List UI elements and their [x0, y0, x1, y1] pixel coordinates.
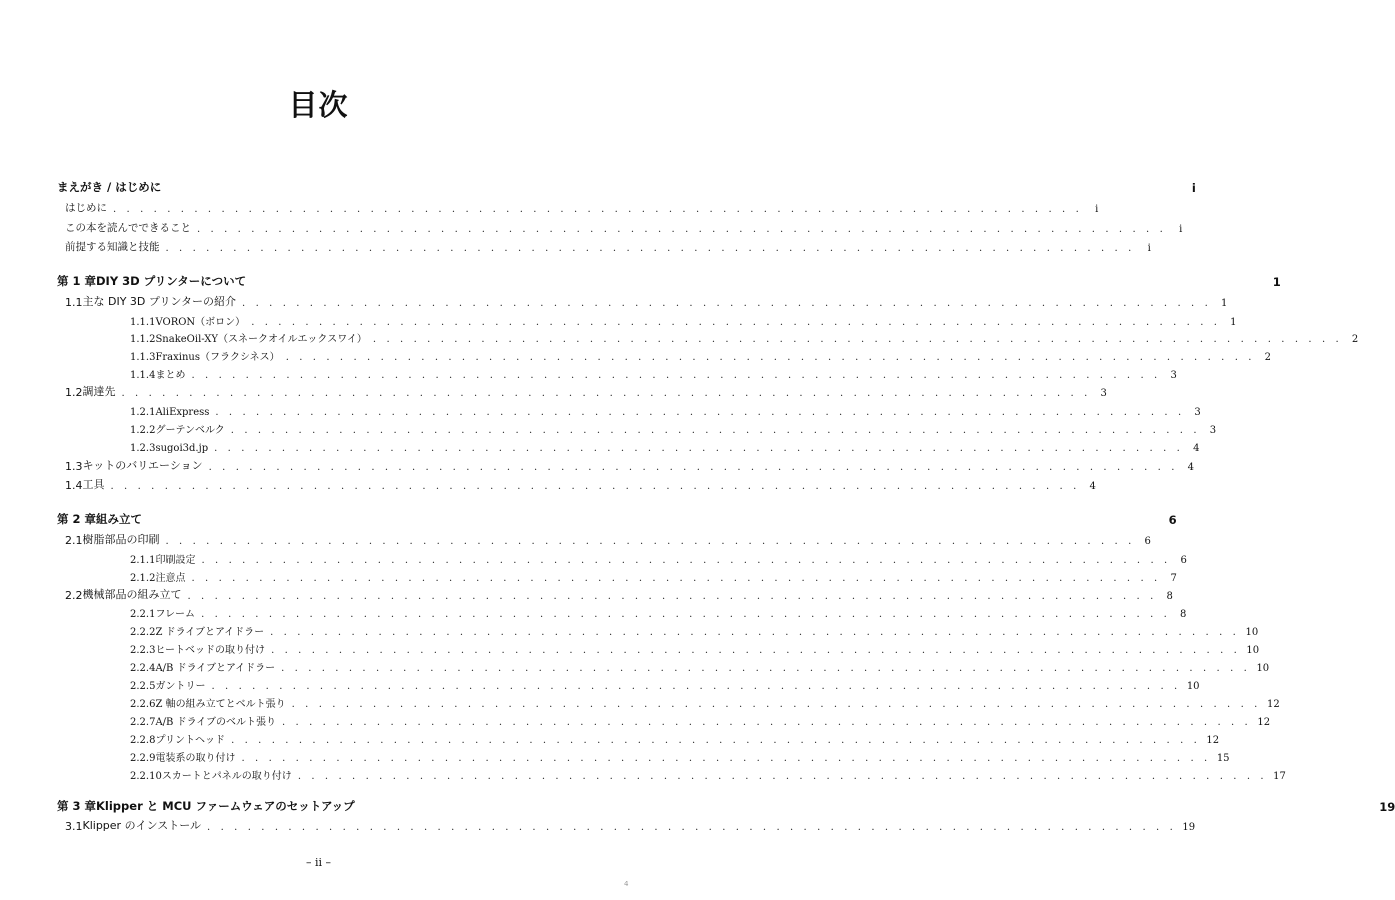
toc-entry-label: ガントリー [155, 681, 206, 692]
toc-entry-plain[interactable] [57, 235, 1151, 254]
toc-entry-label: 注意点 [155, 573, 186, 584]
dot-leader: . . . . . . . . . . . . . . . . . . . . . . . . . . . . . . . . . . . . . . . . . . . . . . . . . . . . . . . . . . . . . . . . . . . . . . . . [208, 462, 1178, 473]
toc-entry-page: 4 [1089, 481, 1096, 492]
toc-entry-label: 印刷設定 [155, 555, 196, 566]
toc-entry-subsection[interactable] [57, 619, 1259, 638]
toc-entry-page: 10 [1245, 627, 1259, 638]
toc-entry-page: 1 [1230, 317, 1237, 328]
toc-entry-section[interactable] [57, 814, 1196, 833]
toc-entry-number: 2.2.8 [130, 735, 156, 746]
toc-entry-label: フレーム [155, 609, 196, 620]
toc-entry-number: 1.3 [65, 460, 83, 473]
dot-leader: . . . . . . . . . . . . . . . . . . . . . . . . . . . . . . . . . . . . . . . . . . . . . . . . . . . . . . . . . . . . . . . . . . . . . . . . [191, 573, 1161, 584]
toc-entry-page: 12 [1266, 699, 1280, 710]
toc-entry-chapter[interactable] [57, 270, 1281, 289]
toc-entry-number: 2.2.9 [130, 753, 156, 764]
toc-entry-subsection[interactable] [57, 344, 1272, 363]
dot-leader: . . . . . . . . . . . . . . . . . . . . . . . . . . . . . . . . . . . . . . . . . . . . . . . . . . . . . . . . . . . . . . . . . . . . . . . . [121, 388, 1091, 399]
toc-entry-page: 7 [1170, 573, 1177, 584]
toc-entry-subsection[interactable] [57, 745, 1230, 764]
toc-entry-number: 2.2.7 [130, 717, 156, 728]
toc-entry-number: 1.2.2 [130, 425, 156, 436]
dot-leader: . . . . . . . . . . . . . . . . . . . . . . . . . . . . . . . . . . . . . . . . . . . . . . . . . . . . . . . . . . . . . . . . . . . . . . . . [242, 298, 1212, 309]
toc-entry-number: 2.2.3 [130, 645, 156, 656]
dot-leader: . . . . . . . . . . . . . . . . . . . . . . . . . . . . . . . . . . . . . . . . . . . . . . . . . . . . . . . . . . . . . . . . . . . . . . . . [197, 224, 1167, 235]
toc-entry-label: Klipper と MCU ファームウェアのセットアップ [96, 799, 355, 813]
toc-entry-label: まとめ [155, 370, 186, 381]
toc-entry-page: 1 [1221, 298, 1228, 309]
dot-leader: . . . . . . . . . . . . . . . . . . . . . . . . . . . . . . . . . . . . . . . . . . . . . . . . . . . . . . . . . . . . . . . . . . . . . . . . [215, 407, 1185, 418]
dot-leader: . . . . . . . . . . . . . . . . . . . . . . . . . . . . . . . . . . . . . . . . . . . . . . . . . . . . . . . . . . . . . . . . . . . . . . . . [270, 627, 1240, 638]
toc-entry-part[interactable] [57, 176, 1196, 195]
toc-entry-subsection[interactable] [57, 362, 1177, 381]
toc-entry-page: i [1191, 181, 1196, 195]
toc-entry-page: 1 [1272, 275, 1281, 289]
toc-entry-section[interactable] [57, 528, 1151, 547]
dot-leader: . . . . . . . . . . . . . . . . . . . . . . . . . . . . . . . . . . . . . . . . . . . . . . . . . . . . . . . . . . . . . . . . . . . . . . . . [165, 243, 1135, 254]
dot-leader: . . . . . . . . . . . . . . . . . . . . . . . . . . . . . . . . . . . . . . . . . . . . . . . . . . . . . . . . . . . . . . . . . . . . . . . . [207, 822, 1177, 833]
dot-leader: . . . . . . . . . . . . . . . . . . . . . . . . . . . . . . . . . . . . . . . . . . . . . . . . . . . . . . . . . . . . . . . . . . . . . . . . [214, 443, 1184, 454]
toc-entry-section[interactable] [57, 473, 1096, 492]
toc-entry-label: 機械部品の組み立て [82, 588, 182, 601]
toc-entry-subsection[interactable] [57, 763, 1286, 782]
toc-entry-number: 1.1.2 [130, 334, 156, 345]
dot-leader: . . . . . . . . . . . . . . . . . . . . . . . . . . . . . . . . . . . . . . . . . . . . . . . . . . . . . . . . . . . . . . . . . . . . . . . . [297, 771, 1268, 782]
toc-entry-page: 6 [1180, 555, 1187, 566]
toc-entry-number: 3.1 [65, 820, 83, 833]
toc-entry-number: 2.1 [65, 534, 83, 547]
toc-entry-subsection[interactable] [57, 435, 1200, 454]
toc-entry-number: 2.1.1 [130, 555, 156, 566]
toc-entry-subsection[interactable] [57, 691, 1280, 710]
toc-entry-subsection[interactable] [57, 727, 1220, 746]
toc-entry-label: はじめに [65, 202, 107, 214]
toc-entry-page: 15 [1216, 753, 1230, 764]
dot-leader: . . . . . . . . . . . . . . . . . . . . . . . . . . . . . . . . . . . . . . . . . . . . . . . . . . . . . . . . . . . . . . . . . . . . . . . . [291, 699, 1261, 710]
toc-entry-label: A/B ドライブのベルト張り [155, 717, 276, 728]
toc-entry-label: グーテンベルク [155, 425, 225, 436]
toc-entry-number: 1.1.3 [130, 352, 156, 363]
toc-entry-label: 樹脂部品の印刷 [82, 533, 160, 546]
toc-entry-label: Z 軸の組み立てとベルト張り [155, 699, 286, 710]
toc-entry-label: キットのバリエーション [82, 459, 203, 472]
toc-entry-number: 2.2.5 [130, 681, 156, 692]
toc-entry-label: AliExpress [155, 407, 210, 418]
toc-entry-page: 8 [1166, 591, 1173, 602]
toc-entry-label: 電装系の取り付け [155, 753, 236, 764]
toc-entry-label: Fraxinus（フラクシネス） [155, 352, 280, 363]
toc-entry-label: Klipper のインストール [82, 819, 202, 832]
toc-entry-number: 1.1.4 [130, 370, 156, 381]
page-number-footer: – ii – [305, 856, 332, 869]
toc-entry-page: 17 [1273, 771, 1286, 782]
sheet-number: 4 [624, 880, 629, 888]
toc-entry-label: この本を読んでできること [65, 222, 191, 234]
toc-entry-label: VORON（ボロン） [155, 317, 246, 328]
toc-entry-page: 8 [1180, 609, 1187, 620]
toc-entry-page: 12 [1257, 717, 1271, 728]
toc-entry-page: 3 [1194, 407, 1201, 418]
dot-leader: . . . . . . . . . . . . . . . . . . . . . . . . . . . . . . . . . . . . . . . . . . . . . . . . . . . . . . . . . . . . . . . . . . . . . . . . [281, 663, 1251, 674]
toc-entry-page: 19 [1379, 800, 1395, 814]
dot-leader: . . . . . . . . . . . . . . . . . . . . . . . . . . . . . . . . . . . . . . . . . . . . . . . . . . . . . . . . . . . . . . . . . . . . . . . . [285, 352, 1256, 363]
toc-entry-chapter[interactable] [57, 795, 1395, 814]
toc-entry-page: 6 [1168, 513, 1177, 527]
dot-leader: . . . . . . . . . . . . . . . . . . . . . . . . . . . . . . . . . . . . . . . . . . . . . . . . . . . . . . . . . . . . . . . . . . . . . . . . [110, 481, 1080, 492]
toc-entry-chapter[interactable] [57, 508, 1177, 527]
toc-entry-label: DIY 3D プリンターについて [96, 274, 247, 288]
dot-leader: . . . . . . . . . . . . . . . . . . . . . . . . . . . . . . . . . . . . . . . . . . . . . . . . . . . . . . . . . . . . . . . . . . . . . . . . [187, 591, 1157, 602]
dot-leader: . . . . . . . . . . . . . . . . . . . . . . . . . . . . . . . . . . . . . . . . . . . . . . . . . . . . . . . . . . . . . . . . . . . . . . . . [281, 717, 1252, 728]
toc-entry-number: 2.2.1 [130, 609, 156, 620]
toc-entry-subsection[interactable] [57, 417, 1217, 436]
toc-entry-label: A/B ドライブとアイドラー [155, 663, 276, 674]
dot-leader: . . . . . . . . . . . . . . . . . . . . . . . . . . . . . . . . . . . . . . . . . . . . . . . . . . . . . . . . . . . . . . . . . . . . . . . . [191, 370, 1161, 381]
toc-entry-page: 3 [1209, 425, 1217, 436]
toc-entry-subsection[interactable] [57, 547, 1187, 566]
dot-leader: . . . . . . . . . . . . . . . . . . . . . . . . . . . . . . . . . . . . . . . . . . . . . . . . . . . . . . . . . . . . . . . . . . . . . . . . [231, 735, 1201, 746]
toc-entry-page: 12 [1206, 735, 1220, 746]
toc-entry-number: 2.2.6 [130, 699, 156, 710]
toc-entry-number: 第 2 章 [57, 512, 97, 526]
toc-entry-page: i [1095, 204, 1099, 215]
toc-entry-subsection[interactable] [57, 673, 1200, 692]
toc-entry-subsection[interactable] [57, 601, 1187, 620]
toc-entry-label: まえがき / はじめに [57, 180, 162, 194]
dot-leader: . . . . . . . . . . . . . . . . . . . . . . . . . . . . . . . . . . . . . . . . . . . . . . . . . . . . . . . . . . . . . . . . . . . . . . . . [251, 317, 1221, 328]
toc-entry-number: 1.2 [65, 386, 83, 399]
toc-entry-page: i [1147, 243, 1151, 254]
toc-entry-number: 1.2.1 [130, 407, 156, 418]
toc-entry-page: 19 [1182, 822, 1196, 833]
dot-leader: . . . . . . . . . . . . . . . . . . . . . . . . . . . . . . . . . . . . . . . . . . . . . . . . . . . . . . . . . . . . . . . . . . . . . . . . [372, 334, 1343, 345]
toc-entry-subsection[interactable] [57, 655, 1270, 674]
toc-entry-label: 調達先 [82, 385, 116, 398]
toc-entry-page: 10 [1246, 645, 1260, 656]
toc-entry-number: 第 1 章 [57, 274, 97, 288]
toc-entry-page: 3 [1170, 370, 1177, 381]
toc-entry-page: 10 [1186, 681, 1200, 692]
toc-entry-subsection[interactable] [57, 399, 1201, 418]
toc-entry-label: スカートとパネルの取り付け [161, 771, 292, 782]
toc-entry-number: 1.1.1 [130, 317, 156, 328]
toc-entry-page: 4 [1187, 462, 1194, 473]
dot-leader: . . . . . . . . . . . . . . . . . . . . . . . . . . . . . . . . . . . . . . . . . . . . . . . . . . . . . . . . . . . . . . . . . . . . . . . . [271, 645, 1241, 656]
dot-leader: . . . . . . . . . . . . . . . . . . . . . . . . . . . . . . . . . . . . . . . . . . . . . . . . . . . . . . . . . . . . . . . . . . . . . . . . [241, 753, 1211, 764]
toc-entry-subsection[interactable] [57, 565, 1177, 584]
toc-entry-number: 2.2.4 [130, 663, 156, 674]
dot-leader: . . . . . . . . . . . . . . . . . . . . . . . . . . . . . . . . . . . . . . . . . . . . . . . . . . . . . . . . . . . . . . . . . . . . . . . . [230, 425, 1201, 436]
toc-entry-number: 2.2 [65, 589, 83, 602]
toc-entry-section[interactable] [57, 583, 1173, 602]
toc-entry-label: プリントヘッド [155, 735, 226, 746]
toc-entry-number: 1.4 [65, 479, 83, 492]
toc-entry-page: 6 [1144, 536, 1151, 547]
toc-entry-number: 1.2.3 [130, 443, 156, 454]
toc-entry-plain[interactable] [57, 196, 1099, 215]
dot-leader: . . . . . . . . . . . . . . . . . . . . . . . . . . . . . . . . . . . . . . . . . . . . . . . . . . . . . . . . . . . . . . . . . . . . . . . . [201, 555, 1171, 566]
dot-leader: . . . . . . . . . . . . . . . . . . . . . . . . . . . . . . . . . . . . . . . . . . . . . . . . . . . . . . . . . . . . . . . . . . . . . . . . [113, 204, 1083, 215]
toc-entry-subsection[interactable] [57, 326, 1359, 345]
toc-entry-page: 2 [1264, 352, 1272, 363]
toc-entry-page: 4 [1193, 443, 1200, 454]
toc-entry-number: 2.2.10 [130, 771, 162, 782]
dot-leader: . . . . . . . . . . . . . . . . . . . . . . . . . . . . . . . . . . . . . . . . . . . . . . . . . . . . . . . . . . . . . . . . . . . . . . . . [201, 609, 1171, 620]
toc-entry-subsection[interactable] [57, 637, 1260, 656]
dot-leader: . . . . . . . . . . . . . . . . . . . . . . . . . . . . . . . . . . . . . . . . . . . . . . . . . . . . . . . . . . . . . . . . . . . . . . . . [165, 536, 1135, 547]
toc-entry-page: 2 [1351, 334, 1359, 345]
toc-entry-number: 2.1.2 [130, 573, 156, 584]
toc-entry-label: 前提する知識と技能 [65, 241, 160, 253]
toc-entry-label: 工具 [82, 478, 105, 491]
dot-leader: . . . . . . . . . . . . . . . . . . . . . . . . . . . . . . . . . . . . . . . . . . . . . . . . . . . . . . . . . . . . . . . . . . . . . . . . [211, 681, 1181, 692]
toc-entry-number: 1.1 [65, 296, 83, 309]
page-title: 目次 [288, 88, 349, 122]
toc-entry-subsection[interactable] [57, 709, 1271, 728]
toc-entry-page: 3 [1100, 388, 1107, 399]
toc-entry-page: i [1179, 224, 1183, 235]
toc-entry-number: 第 3 章 [57, 799, 97, 813]
toc-entry-plain[interactable] [57, 216, 1183, 235]
toc-entry-label: Z ドライブとアイドラー [155, 627, 265, 638]
toc-entry-label: 主な DIY 3D プリンターの紹介 [82, 295, 237, 308]
toc-entry-section[interactable] [57, 380, 1107, 399]
toc-entry-number: 2.2.2 [130, 627, 156, 638]
toc-entry-label: SnakeOil-XY（スネークオイルエックスワイ） [155, 334, 367, 345]
toc-entry-section[interactable] [57, 290, 1228, 309]
toc-entry-label: 組み立て [96, 512, 143, 526]
toc-entry-label: sugoi3d.jp [155, 443, 209, 454]
toc-entry-section[interactable] [57, 454, 1194, 473]
toc-entry-page: 10 [1256, 663, 1270, 674]
toc-entry-label: ヒートベッドの取り付け [155, 645, 266, 656]
